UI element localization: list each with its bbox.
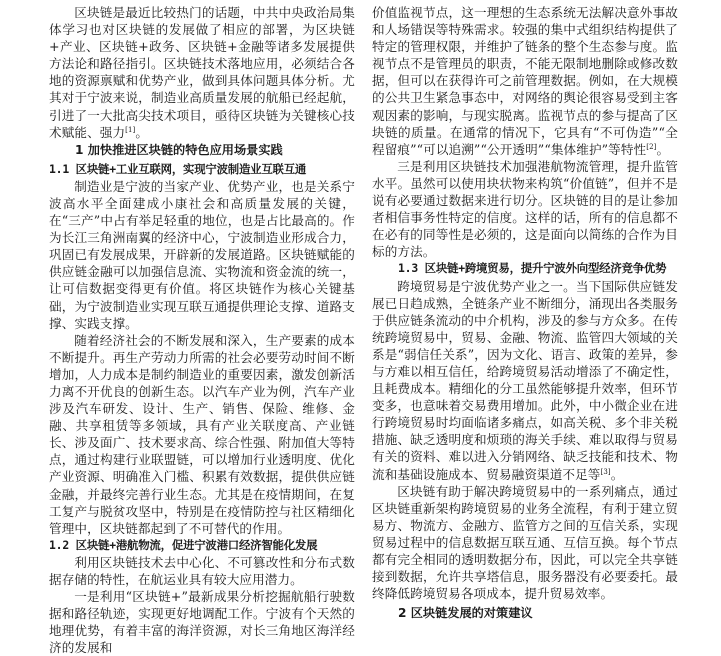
subsection-heading-1-3: 1.3 区块链+跨境贸易，提升宁波外向型经济竞争优势 [398,261,667,276]
paragraph-monitor-nodes [372,4,678,158]
intro-paragraph-text: 区块链是最近比较热门的话题，中共中央政治局集体学习也对区块链的发展做了相应的部署，为区块链+产业、区块链+政务、区块链+金融等诸多发展提供方法论和路径指引。区块链技术落地应用，必须结合各地的资源禀赋和优势产业，做到具体问题具体分析。尤其对于宁波来说，制造业高质量发展的航船已经起航，引进了一大批高尖技术项目，亟待区块链为关键核心技术赋能、强力 [49,5,355,140]
paragraph-cross-border-trade-text: 跨境贸易是宁波优势产业之一。当下国际供应链发展已日趋成熟，全链条产业不断细分，涌现出各类服务于供应链条流动的中介机构，涉及的参与方众多。在传统跨境贸易中，贸易、金融、物流、监管四大领域的关系是“弱信任关系”，因为文化、语言、政策的差异，参与方难以相互信任，给跨境贸易活动增添了不确定性，且耗费成本。精细化的分工虽然能够提升效率，但环节变多，也意味着交易费用增加。此外，中小微企业在进行跨境贸易时均面临诸多痛点，如高关税、多个非关税措施、缺乏透明度和烦琐的海关手续、难以取得与贸易有关的资料、难以进入分销网络、缺乏技能和技术、物流和基础设施成本、贸易融资渠道不足等 [372,278,678,482]
right-column [372,4,678,624]
section-heading-1: 1 加快推进区块链的特色应用场景实践 [75,142,283,157]
section-heading-2: 2 区块链发展的对策建议 [398,606,533,621]
paragraph-shipping-potential: 利用区块链技术去中心化、不可篡改性和分布式数据存储的特性，在航运业具有较大应用潜力。 [49,554,355,587]
paragraph-shipping-data: 一是利用“区块链+”最新成果分析挖掘航船行驶数据和路径轨迹，实现更好地调配工作。宁波有个天然的地理优势，有着丰富的海洋资源，对长三角地区海洋经济的发展和 [49,589,355,656]
paragraph-logistics-supervision: 三是利用区块链技术加强港航物流管理，提升监管水平。虽然可以使用块状物来构筑“价值链”，但并不是说有必要通过数据来进行切分。区块链的目的是让参加者相信事务性特定的信度。这样的话，所有的信息都不在必有的同等性是必须的，这是面向以简练的合作为目标的方法。 [372,158,678,260]
citation-ref-2: [2] [646,142,657,151]
intro-paragraph-end: 。 [135,124,149,140]
left-column [49,4,355,656]
subsection-heading-1-1: 1.1 区块链+工业互联网，实现宁波制造业互联互通 [49,161,307,176]
subsection-heading-1-2: 1.2 区块链+港航物流，促进宁波港口经济智能化发展 [49,537,318,552]
paragraph-cross-border-trade [372,278,678,483]
paragraph-monitor-nodes-text: 价值监视节点，这一理想的生态系统无法解决意外事故和人场错误等特殊需求。较强的集中式组织结构提供了特定的管理权限，并维护了链条的整个生态参与度。监视节点不是管理员的职责，不能无限制地删除或修改数据，但可以在获得许可之前管理数据。例如，在大规模的公共卫生紧急事态中，对网络的舆论很容易受到主客观因素的影响，与现实脱离。监视节点的参与提高了区块链的质量。在通常的情况下，它具有“不可伪造”“全程留痕”“可以追溯”“公开透明”“集体维护”等特性 [372,5,678,157]
intro-paragraph [49,4,355,141]
citation-ref-1: [1] [125,125,136,134]
citation-ref-3: [3] [600,467,611,476]
paragraph-blockchain-solution: 区块链有助于解决跨境贸易中的一系列痛点，通过区块链重新架构跨境贸易的业务全流程，有利于建立贸易方、物流方、金融方、监管方之间的互信关系，实现贸易过程中的信息数据互联互通、互信互换。每个节点都有完全相同的透明数据分布，因此，可以完全共享链接到数据，允许共享塔信息，服务器没有必要委托。最终降低跨境贸易各项成本，提升贸易效率。 [372,483,678,602]
paragraph-manufacturing: 制造业是宁波的当家产业、优势产业，也是关系宁波高水平全面建成小康社会和高质量发展的关键，在“三产”中占有举足轻重的地位，也是占比最高的。作为长江三角洲南翼的经济中心，宁波制造业形成合力，巩固已有发展成果，开辟新的发展道路。区块链赋能的供应链金融可以加强信息流、实物流和资金流的统一，让可信数据变得更有价值。将区块链作为核心关键基础，为宁波制造业实现互联互通提供理论支撑、道路支撑、实践支撑。 [49,178,355,331]
paragraph-monitor-nodes-end: 。 [656,141,670,157]
paragraph-production-costs: 随着经济社会的不断发展和深入，生产要素的成本不断提升。再生产劳动力所需的社会必要劳动时间不断增加，人力成本是制约制造业的重要因素，激发创新活力离不开优良的创新生态。以汽车产业为例，汽车产业涉及汽车研发、设计、生产、销售、保险、维修、金融、共享租赁等多领域，具有产业关联度高、产业链长、涉及面广、技术要求高、综合性强、附加值大等特点，通过构建行业联盟链，可以增加行业透明度、优化产业资源、明确准入门槛、积累有效数据，提供供应链金融，并最终完善行业生态。尤其是在疫情期间，在复工复产与脱贫攻坚中，特别是在疫情防控与社区精细化管理中，区块链都起到了不可替代的作用。 [49,332,355,536]
paragraph-cross-border-trade-end: 。 [610,466,624,482]
